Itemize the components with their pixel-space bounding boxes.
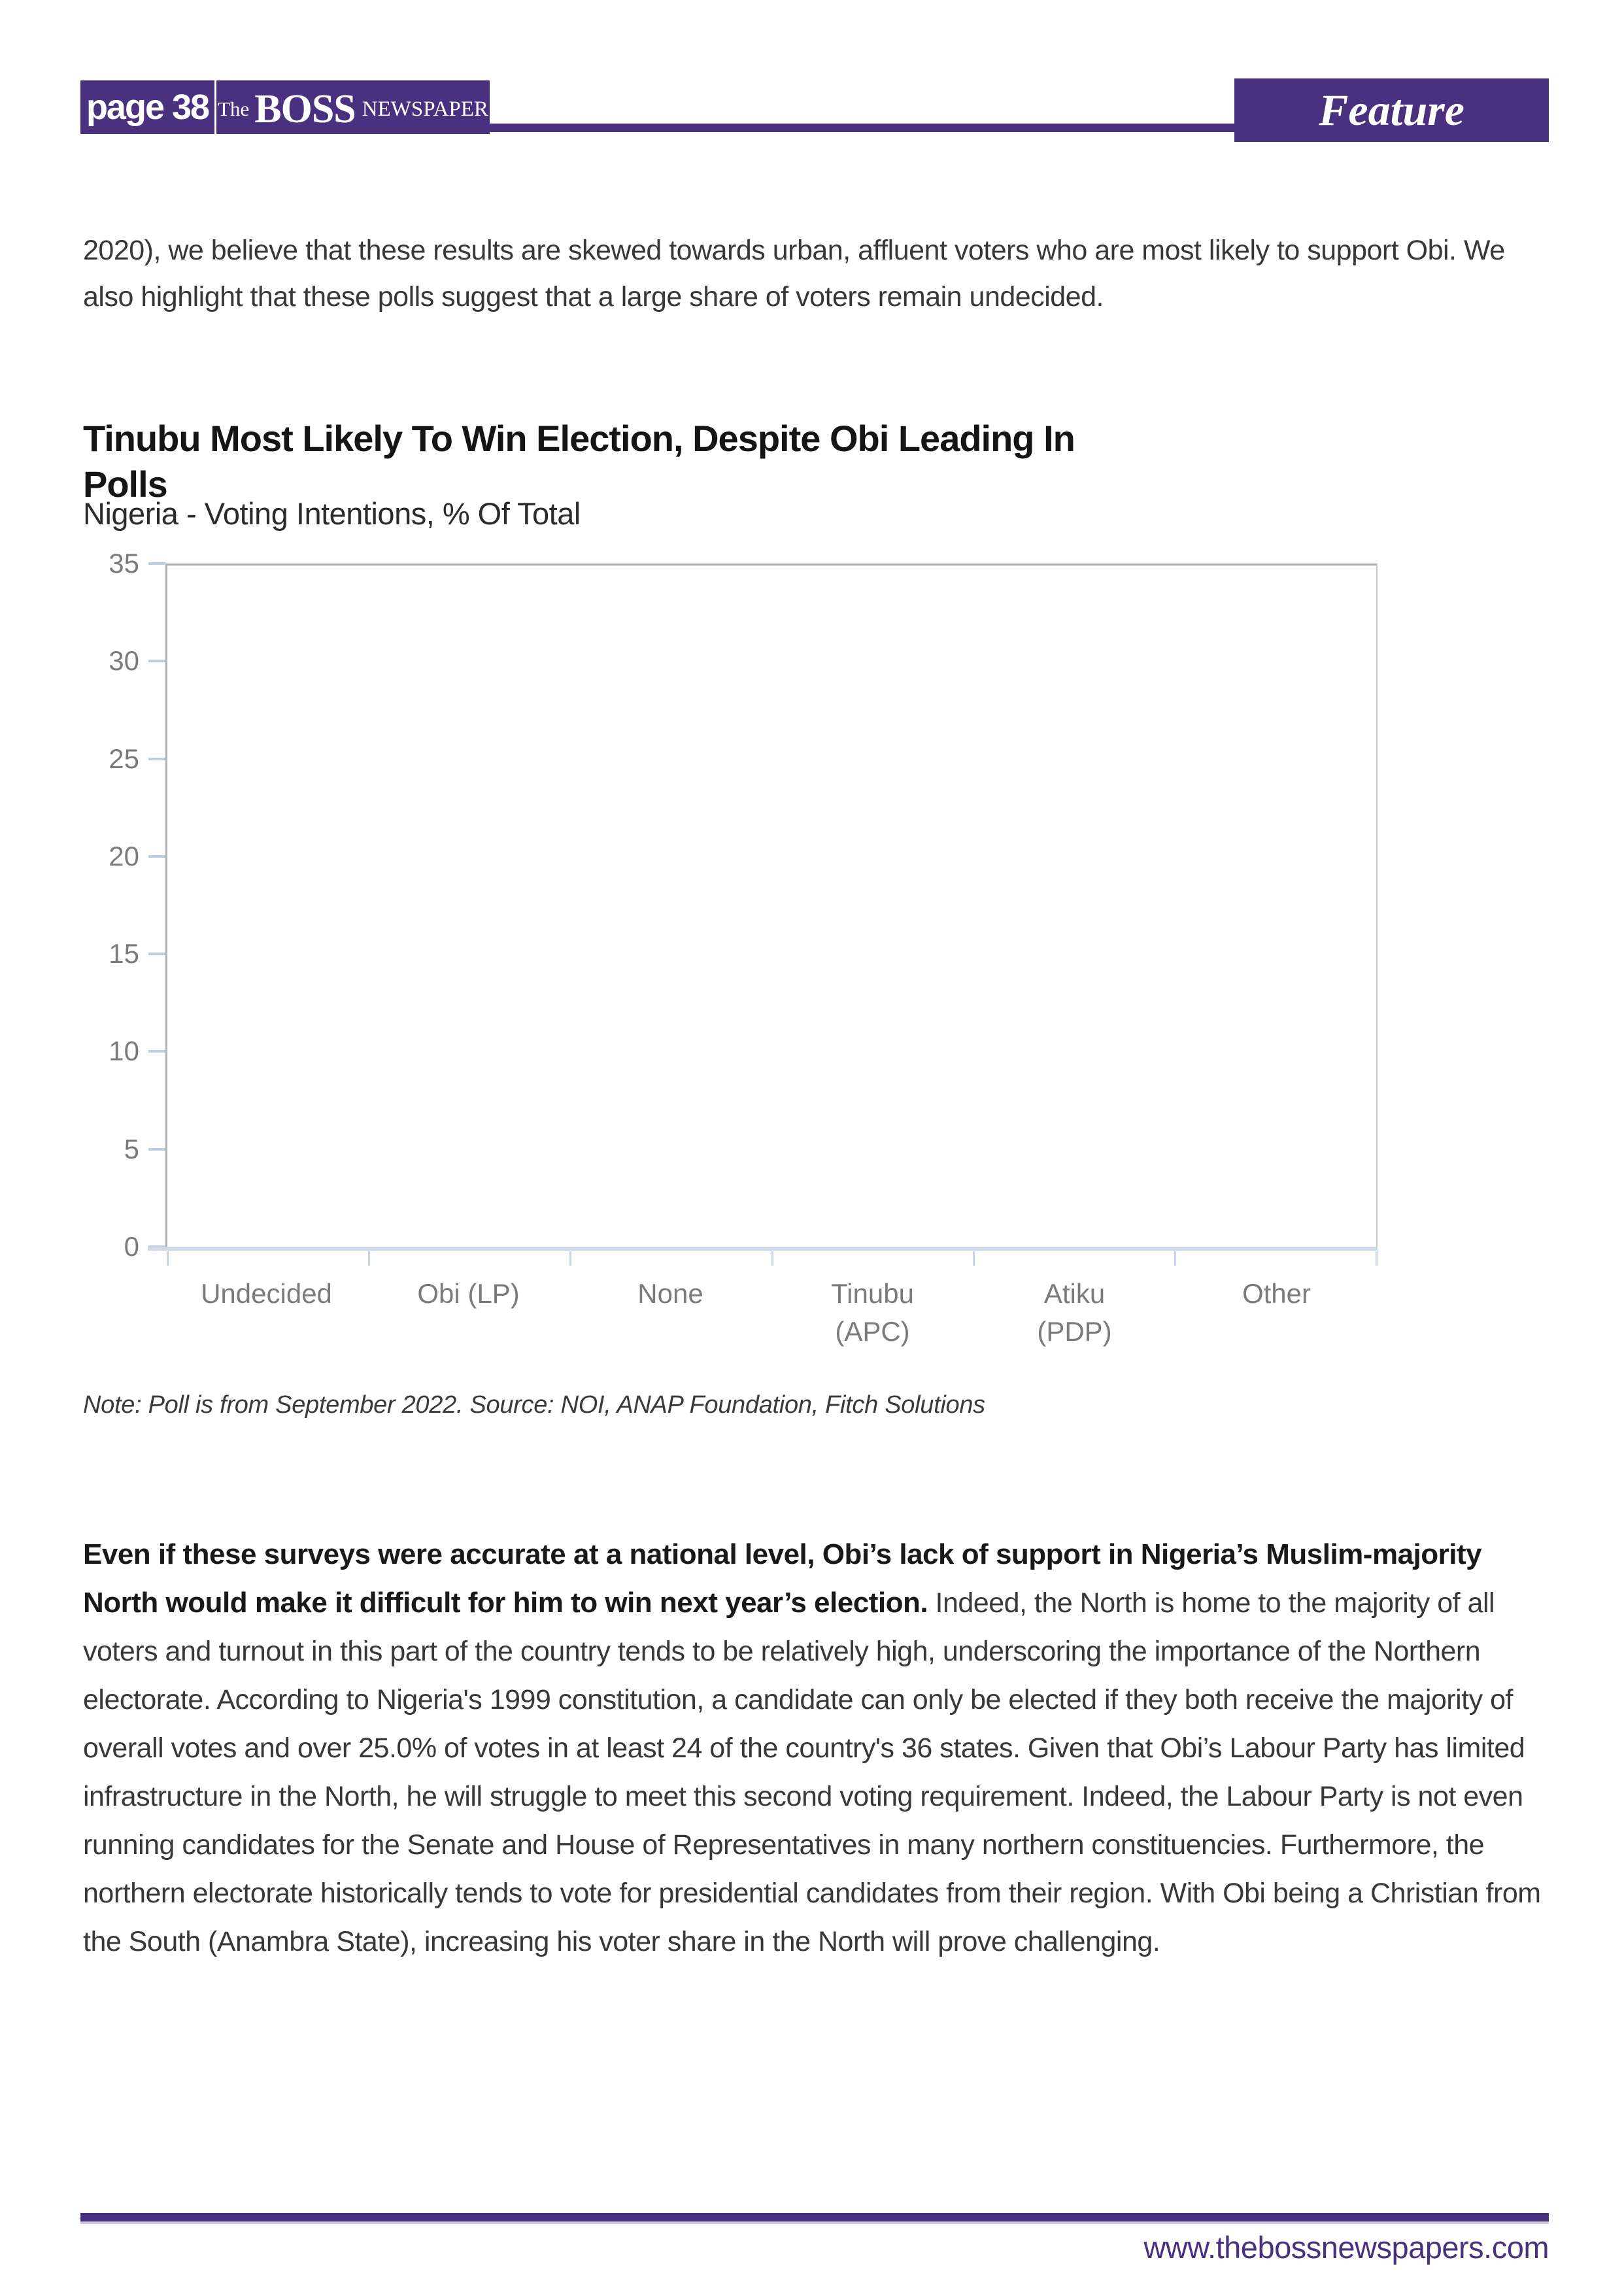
y-tick-label-5: 5 — [124, 1133, 139, 1164]
x-tick-mark-4 — [973, 1251, 975, 1266]
x-tick-label-line: Undecided — [201, 1278, 332, 1309]
x-tick-label-undecided — [165, 1275, 367, 1351]
x-tick-mark-5 — [1174, 1251, 1176, 1266]
y-tick-label-0: 0 — [124, 1231, 139, 1262]
y-tick-mark-10 — [148, 1050, 165, 1053]
x-tick-label-line: Atiku — [1043, 1278, 1106, 1309]
logo-newspaper: NEWSPAPER — [362, 97, 488, 121]
x-tick-label-line: Tinubu — [831, 1278, 914, 1309]
x-tick-label-line: (PDP) — [1037, 1316, 1112, 1347]
x-tick-mark-2 — [569, 1251, 571, 1266]
y-tick-label-15: 15 — [109, 938, 139, 970]
y-tick-mark-25 — [148, 758, 165, 760]
chart-bars — [167, 566, 1376, 1249]
article-body-lead: Even if these surveys were accurate at a national level, Obi’s lack of support in Nigeria’s Muslim-majority North would make it difficult for him to win next year’s election. — [83, 1538, 1482, 1619]
chart-subtitle: Nigeria - Voting Intentions, % Of Total — [83, 496, 581, 531]
x-tick-mark-3 — [771, 1251, 773, 1266]
headline-line-2: Polls — [83, 463, 167, 505]
page-number-label: page 38 — [86, 88, 209, 127]
page-number-badge — [80, 80, 214, 134]
article-body-text: Indeed, the North is home to the majority of all voters and turnout in this part of the country tends to be relatively high, underscoring the importance of the Northern electorate. According to Nigeria's 1999 constitution, a candidate can only be elected if they both receive the majority of overall votes and over 25.0% of votes in at least 24 of the country's 36 states. Given that Obi’s Labour Party has limited infrastructure in the North, he will struggle to meet this second voting requirement. Indeed, the Labour Party is not even running candidates for the Senate and House of Representatives in many northern constituencies. Furthermore, the northern electorate historically tends to vote for presidential candidates from their region. With Obi being a Christian from the South (Anambra State), increasing his voter share in the North will prove challenging. — [83, 1587, 1541, 1957]
x-tick-label-line: (APC) — [835, 1316, 910, 1347]
chart-x-axis-line — [148, 1247, 1378, 1251]
y-tick-label-30: 30 — [109, 645, 139, 677]
chart-plot — [165, 564, 1378, 1249]
logo-boss: BOSS — [254, 87, 356, 131]
page-header — [80, 78, 1549, 142]
x-tick-label-tinubu-apc — [771, 1275, 973, 1351]
x-tick-label-atiku-pdp — [973, 1275, 1176, 1351]
x-tick-label-line: Obi (LP) — [417, 1278, 520, 1309]
x-tick-mark-6 — [1376, 1251, 1378, 1266]
y-tick-mark-20 — [148, 855, 165, 858]
article-headline — [83, 416, 1557, 507]
chart-note: Note: Poll is from September 2022. Source: NOI, ANAP Foundation, Fitch Solutions — [83, 1391, 985, 1419]
x-tick-label-other — [1176, 1275, 1378, 1351]
y-tick-mark-35 — [148, 562, 165, 565]
y-tick-label-35: 35 — [109, 548, 139, 579]
section-badge — [1234, 78, 1549, 142]
intro-paragraph: 2020), we believe that these results are skewed towards urban, affluent voters who are most likely to support Obi. We also highlight that these polls suggest that a large share of voters remain undecided. — [83, 235, 1505, 312]
chart-plot-row — [83, 548, 1378, 1262]
x-tick-label-line: Other — [1242, 1278, 1311, 1309]
y-tick-label-10: 10 — [109, 1036, 139, 1067]
footer-rule — [80, 2213, 1549, 2221]
chart-y-axis — [83, 548, 165, 1262]
article-body — [83, 1530, 1557, 1966]
x-tick-label-obi-lp — [367, 1275, 569, 1351]
y-tick-mark-15 — [148, 953, 165, 955]
footer-rule-shadow — [80, 2221, 1549, 2224]
voting-intentions-chart — [83, 548, 1378, 1351]
headline-line-1: Tinubu Most Likely To Win Election, Despite Obi Leading In — [83, 417, 1075, 459]
y-tick-mark-5 — [148, 1148, 165, 1151]
logo-the: The — [218, 97, 250, 120]
x-tick-label-none — [569, 1275, 771, 1351]
y-tick-label-25: 25 — [109, 743, 139, 774]
section-label: Feature — [1319, 85, 1464, 135]
footer-website-link[interactable]: www.thebossnewspapers.com — [1143, 2230, 1549, 2265]
x-tick-mark-1 — [368, 1251, 370, 1266]
x-tick-mark-0 — [167, 1251, 169, 1266]
y-tick-label-20: 20 — [109, 840, 139, 871]
y-tick-mark-30 — [148, 660, 165, 662]
x-tick-label-line: None — [637, 1278, 703, 1309]
newspaper-logo — [216, 80, 490, 134]
